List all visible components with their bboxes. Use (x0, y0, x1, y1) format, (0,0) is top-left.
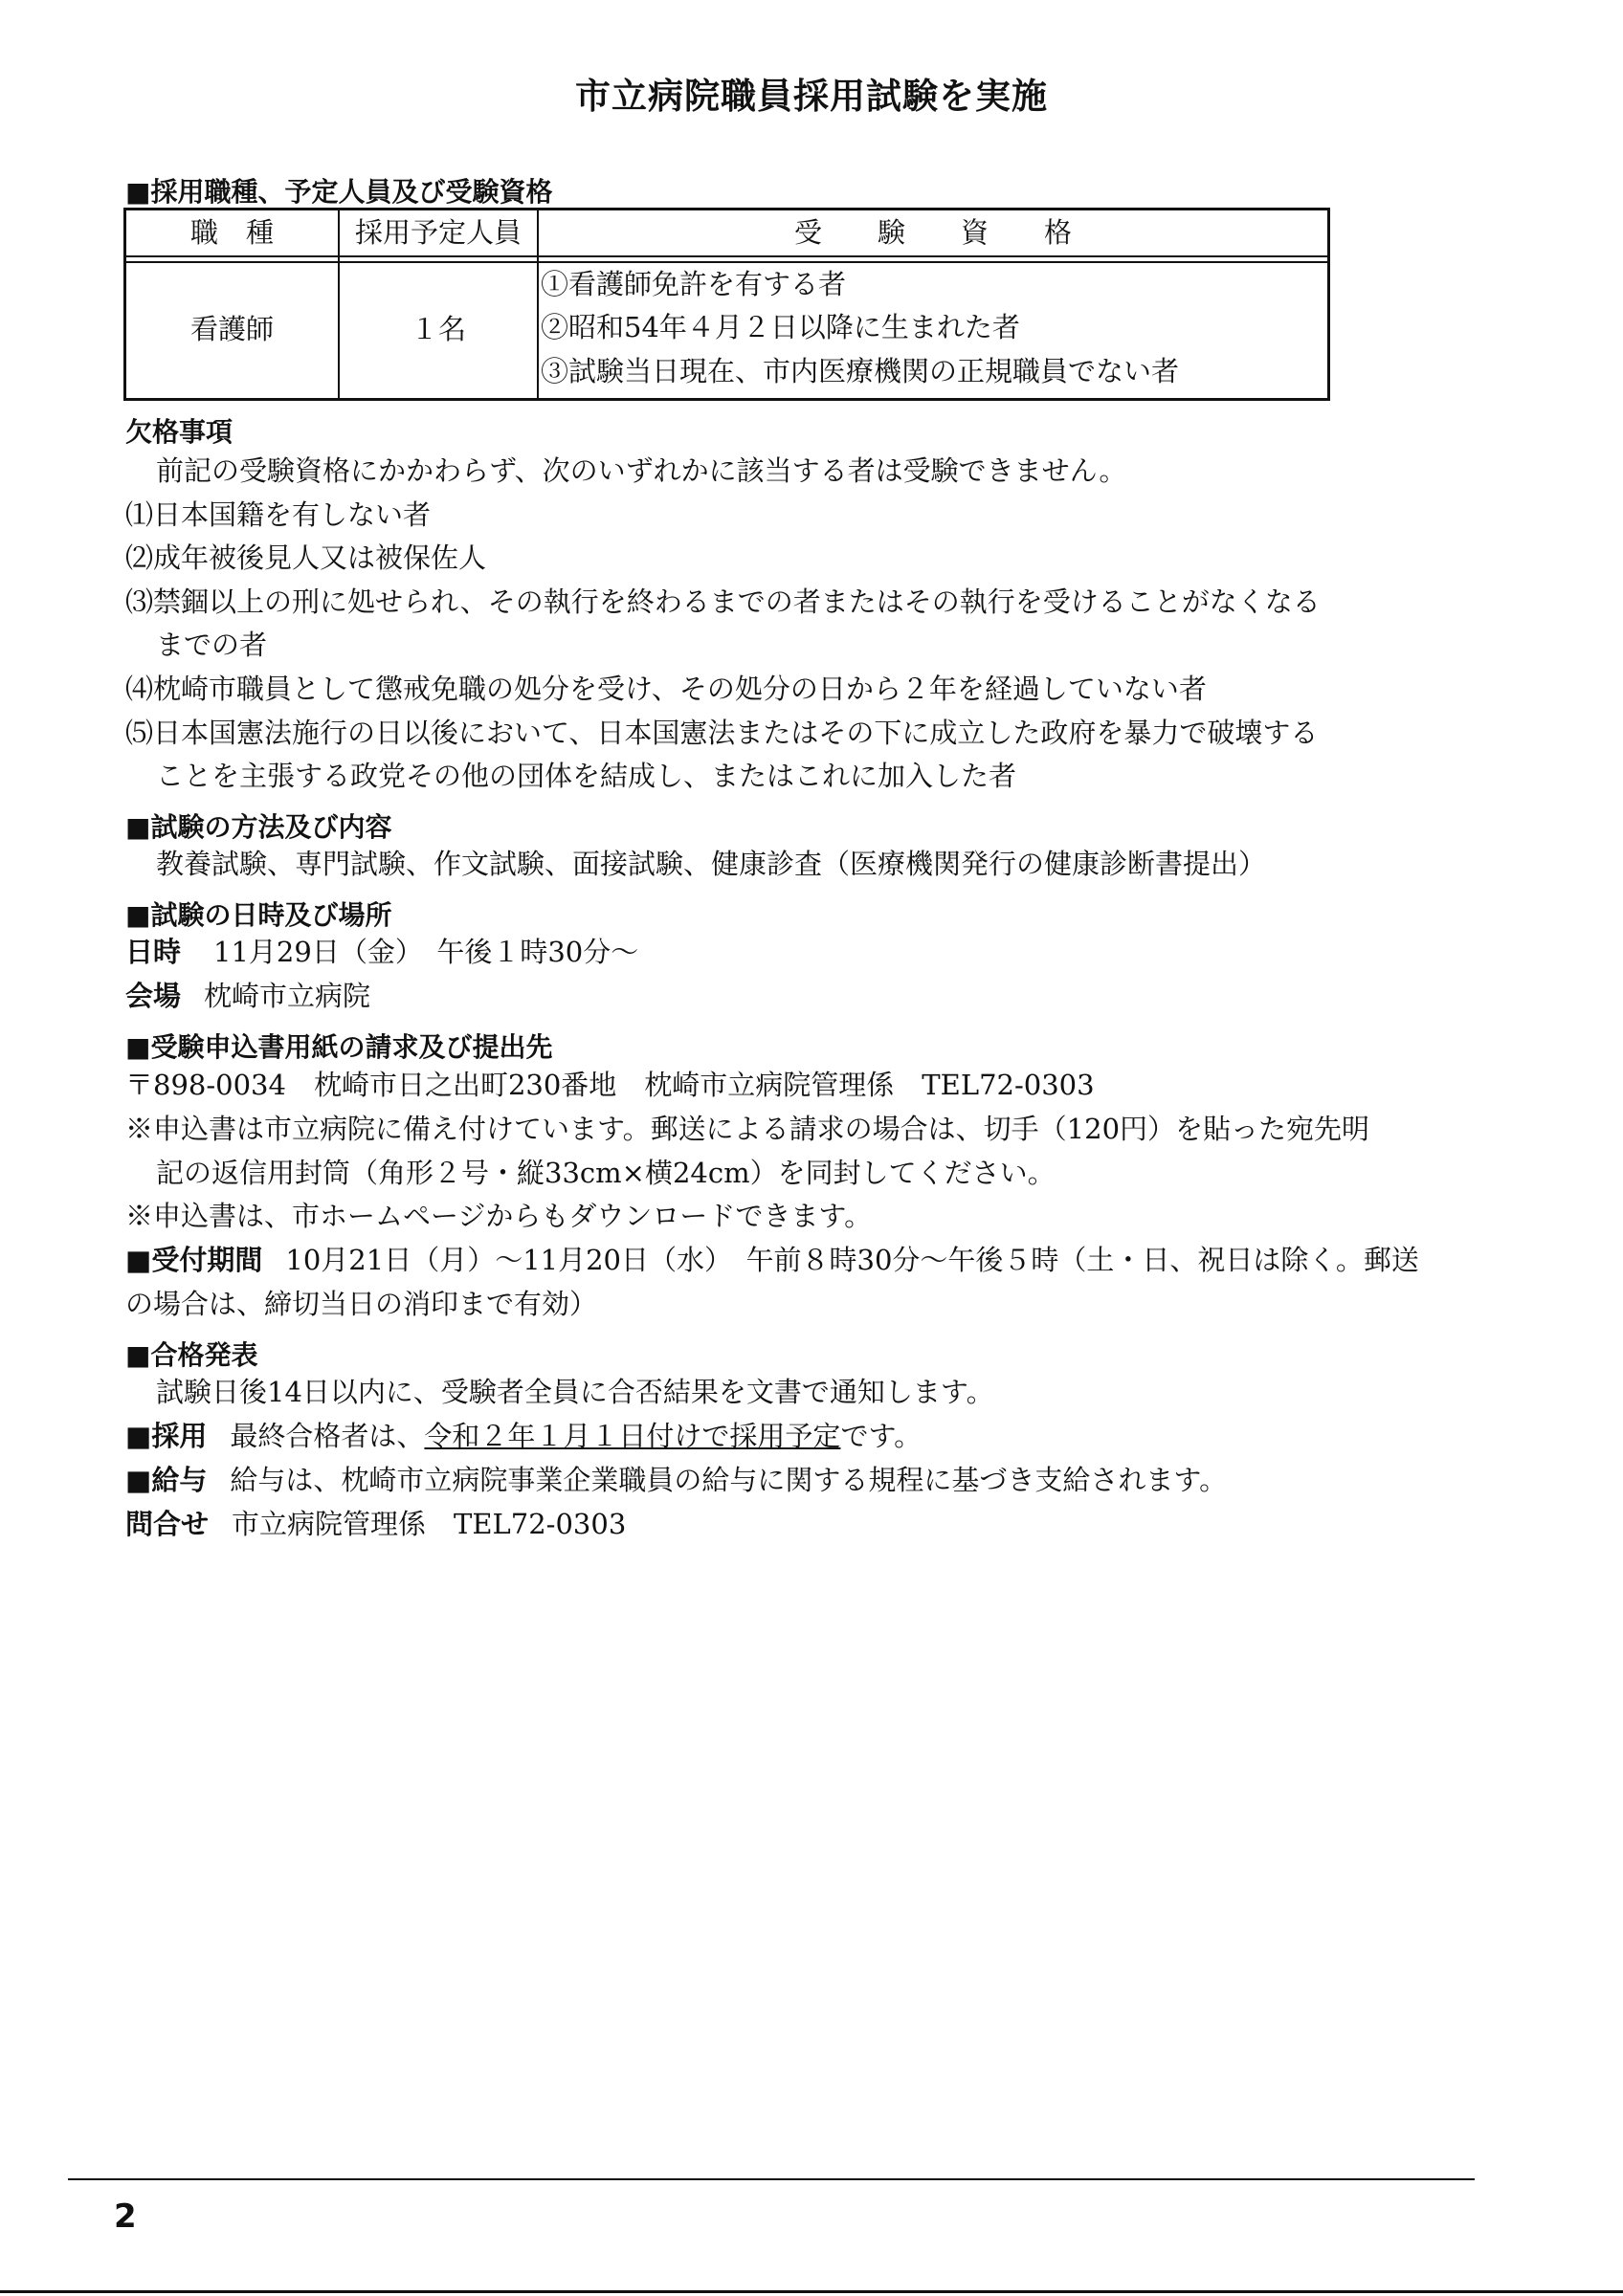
method-text: 教養試験、専門試験、作文試験、面接試験、健康診査（医療機関発行の健康診断書提出） (156, 848, 1267, 880)
page-number: 2 (114, 2197, 137, 2236)
result-text: 試験日後14日以内に、受験者全員に合否結果を文書で通知します。 (156, 1376, 994, 1408)
hiring-text: 最終合格者は、 (230, 1420, 425, 1452)
schedule-datetime (125, 938, 638, 966)
disqualification-item: ⑷枕崎市職員として懲戒免職の処分を受け、その処分の日から２年を経過していない者 (125, 673, 1207, 705)
application-note: 記の返信用封筒（角形２号・縦33cm×横24cm）を同封してください。 (156, 1157, 1056, 1189)
table-cell-count: １名 (410, 313, 466, 345)
contact-line (125, 1508, 627, 1540)
hiring-text-end: です。 (840, 1420, 923, 1452)
hiring-date: 令和２年１月１日付けで採用予定 (424, 1420, 841, 1452)
application-note: ※申込書は市立病院に備え付けています。郵送による請求の場合は、切手（120円）を貼った宛先明 (125, 1113, 1370, 1145)
datetime-label: 日時 (125, 936, 182, 968)
table-cell-qualification: ③試験当日現在、市内医療機関の正規職員でない者 (541, 355, 1180, 387)
table-divider (126, 261, 1327, 263)
disqualification-heading: 欠格事項 (125, 416, 233, 448)
application-heading: ■受験申込書用紙の請求及び提出先 (125, 1031, 553, 1063)
positions-table (123, 208, 1330, 401)
result-heading: ■合格発表 (125, 1339, 258, 1371)
application-address: 〒898-0034 枕崎市日之出町230番地 枕崎市立病院管理係 TEL72-0303 (125, 1069, 1095, 1101)
table-cell-qualification: ②昭和54年４月２日以降に生まれた者 (541, 311, 1020, 343)
table-header-count: 採用予定人員 (354, 216, 522, 249)
reception-label: ■受付期間 (125, 1244, 263, 1276)
schedule-heading: ■試験の日時及び場所 (125, 899, 392, 931)
table-header-job: 職 種 (189, 216, 274, 249)
table-cell-qualification: ①看護師免許を有する者 (541, 268, 847, 300)
disqualification-item: ことを主張する政党その他の団体を結成し、またはこれに加入した者 (156, 760, 1017, 792)
page-title: 市立病院職員採用試験を実施 (575, 76, 1048, 117)
disqualification-item: ⑵成年被後見人又は被保佐人 (125, 541, 487, 574)
salary-line (125, 1464, 1228, 1496)
disqualification-item: ⑶禁錮以上の刑に処せられ、その執行を終わるまでの者またはその執行を受けることがなくなる (125, 585, 1321, 618)
footer-divider (68, 2178, 1475, 2180)
contact-text: 市立病院管理係 TEL72-0303 (232, 1508, 627, 1540)
hiring-line (125, 1420, 923, 1452)
disqualification-item: ⑸日本国憲法施行の日以後において、日本国憲法またはその下に成立した政府を暴力で破壊する (125, 717, 1319, 749)
salary-label: ■給与 (125, 1464, 208, 1496)
disqualification-intro: 前記の受験資格にかかわらず、次のいずれかに該当する者は受験できません。 (156, 454, 1127, 487)
application-note: ※申込書は、市ホームページからもダウンロードできます。 (125, 1200, 873, 1232)
reception-period (125, 1244, 1419, 1276)
hiring-label: ■採用 (125, 1420, 208, 1452)
salary-text: 給与は、枕崎市立病院事業企業職員の給与に関する規程に基づき支給されます。 (230, 1464, 1228, 1496)
contact-label: 問合せ (125, 1508, 210, 1540)
method-heading: ■試験の方法及び内容 (125, 811, 392, 843)
positions-heading: ■採用職種、予定人員及び受験資格 (125, 176, 553, 208)
table-header-qualifications: 受 験 資 格 (793, 216, 1072, 249)
bottom-edge-divider (0, 2290, 1623, 2293)
schedule-venue (125, 982, 370, 1010)
table-divider (126, 255, 1327, 257)
disqualification-item: ⑴日本国籍を有しない者 (125, 498, 432, 531)
table-cell-job: 看護師 (189, 313, 274, 345)
venue-label: 会場 (125, 980, 182, 1012)
reception-text-cont: の場合は、締切当日の消印まで有効） (125, 1288, 598, 1320)
datetime-value: 11月29日（金） 午後１時30分～ (213, 936, 639, 968)
disqualification-item: までの者 (156, 629, 268, 661)
venue-value: 枕崎市立病院 (204, 980, 371, 1012)
reception-text: 10月21日（月）～11月20日（水） 午前８時30分～午後５時（土・日、祝日は除く。郵送 (285, 1244, 1419, 1276)
